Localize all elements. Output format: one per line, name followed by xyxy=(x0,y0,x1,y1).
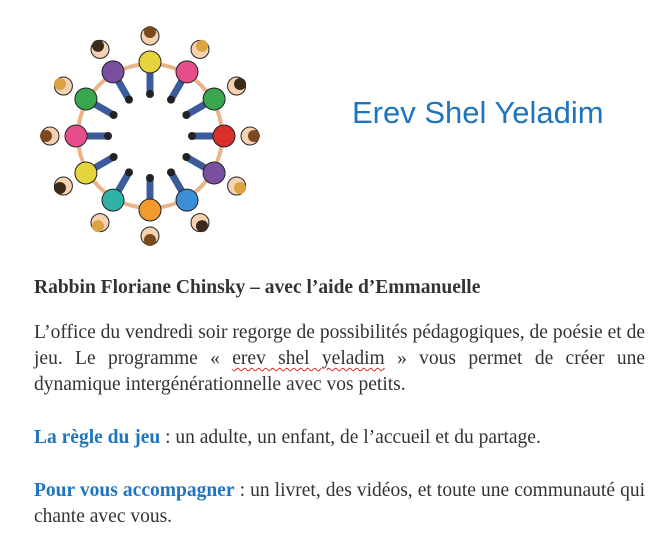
child-figure xyxy=(139,174,161,246)
child-shoe xyxy=(125,96,133,104)
child-shirt xyxy=(75,162,97,184)
child-hair xyxy=(234,182,246,194)
children-circle-drawing xyxy=(30,18,270,258)
child-shoe xyxy=(110,111,118,119)
rule-paragraph xyxy=(34,425,645,451)
child-figure xyxy=(54,153,118,195)
child-hair xyxy=(144,234,156,246)
page-title: Erev Shel Yeladim xyxy=(352,95,604,130)
intro-text-before: L’office du vendredi soir regorge de possibilités pédagogiques, de poésie et de jeu. Le programme « xyxy=(34,322,645,369)
child-figure xyxy=(188,125,260,147)
child-hair xyxy=(92,220,104,232)
child-hair xyxy=(92,40,104,52)
child-figure xyxy=(91,40,133,104)
child-shirt xyxy=(176,61,198,83)
child-shoe xyxy=(104,132,112,140)
child-shoe xyxy=(188,132,196,140)
child-shirt xyxy=(203,162,225,184)
child-shoe xyxy=(146,174,154,182)
child-shirt xyxy=(139,51,161,73)
child-figure xyxy=(167,40,209,104)
child-shirt xyxy=(139,199,161,221)
child-figure xyxy=(167,168,209,232)
child-figure xyxy=(182,77,246,119)
child-hair xyxy=(54,182,66,194)
child-figure xyxy=(182,153,246,195)
child-shirt xyxy=(176,189,198,211)
child-shirt xyxy=(203,88,225,110)
child-shirt xyxy=(213,125,235,147)
child-figure xyxy=(54,77,118,119)
child-shoe xyxy=(146,90,154,98)
child-shoe xyxy=(110,153,118,161)
spellcheck-marked-phrase[interactable]: erev shel yeladim xyxy=(232,348,385,369)
child-hair xyxy=(196,220,208,232)
child-shoe xyxy=(167,168,175,176)
child-hair xyxy=(144,26,156,38)
child-shoe xyxy=(182,111,190,119)
intro-paragraph xyxy=(34,320,645,398)
child-shoe xyxy=(125,168,133,176)
child-shirt xyxy=(75,88,97,110)
support-paragraph xyxy=(34,478,645,530)
child-figure xyxy=(91,168,133,232)
child-hair xyxy=(40,130,52,142)
rule-text: : un adulte, un enfant, de l’accueil et du partage. xyxy=(160,427,541,448)
child-figure xyxy=(40,125,112,147)
child-hair xyxy=(234,78,246,90)
children-circle-icon xyxy=(30,18,270,258)
child-hair xyxy=(248,130,260,142)
intro-text-after: » vous permet de créer une dynamique intergénérationnelle avec vos petits. xyxy=(34,348,646,395)
child-hair xyxy=(54,78,66,90)
rule-label: La règle du jeu xyxy=(34,427,161,448)
support-text: : un livret, des vidéos, et toute une communauté qui chante avec vous. xyxy=(34,480,645,527)
child-shirt xyxy=(102,61,124,83)
support-label: Pour vous accompagner xyxy=(34,480,235,501)
child-shoe xyxy=(167,96,175,104)
author-line: Rabbin Floriane Chinsky – avec l’aide d’Emmanuelle xyxy=(34,277,481,298)
child-shirt xyxy=(65,125,87,147)
child-shoe xyxy=(182,153,190,161)
child-hair xyxy=(196,40,208,52)
child-figure xyxy=(139,26,161,98)
child-shirt xyxy=(102,189,124,211)
